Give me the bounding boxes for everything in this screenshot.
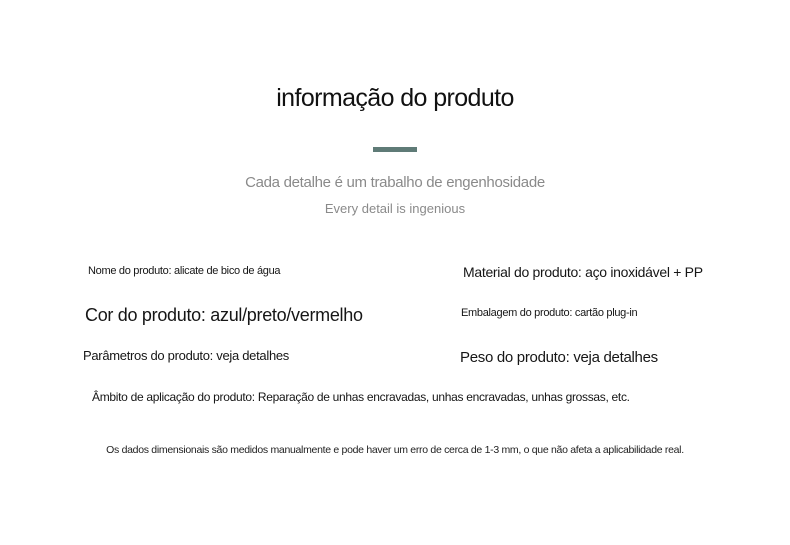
spec-product-name: Nome do produto: alicate de bico de água bbox=[88, 265, 281, 277]
spec-product-material: Material do produto: aço inoxidável + PP bbox=[463, 264, 703, 280]
subtitle-portuguese: Cada detalhe é um trabalho de engenhosidade bbox=[245, 174, 545, 191]
spec-product-weight: Peso do produto: veja detalhes bbox=[460, 349, 658, 366]
title-divider bbox=[373, 147, 417, 152]
spec-application-scope: Âmbito de aplicação do produto: Reparação de unhas encravadas, unhas encravadas, unhas grossas, etc. bbox=[92, 390, 630, 404]
spec-product-parameters: Parâmetros do produto: veja detalhes bbox=[83, 348, 289, 363]
page-title: informação do produto bbox=[276, 84, 514, 112]
spec-product-packaging: Embalagem do produto: cartão plug-in bbox=[461, 307, 638, 319]
subtitle-english: Every detail is ingenious bbox=[324, 201, 466, 216]
spec-product-color: Cor do produto: azul/preto/vermelho bbox=[85, 305, 363, 325]
measurement-note: Os dados dimensionais são medidos manualmente e pode haver um erro de cerca de 1-3 mm, o que não afeta a aplicabilidade real. bbox=[106, 444, 684, 456]
